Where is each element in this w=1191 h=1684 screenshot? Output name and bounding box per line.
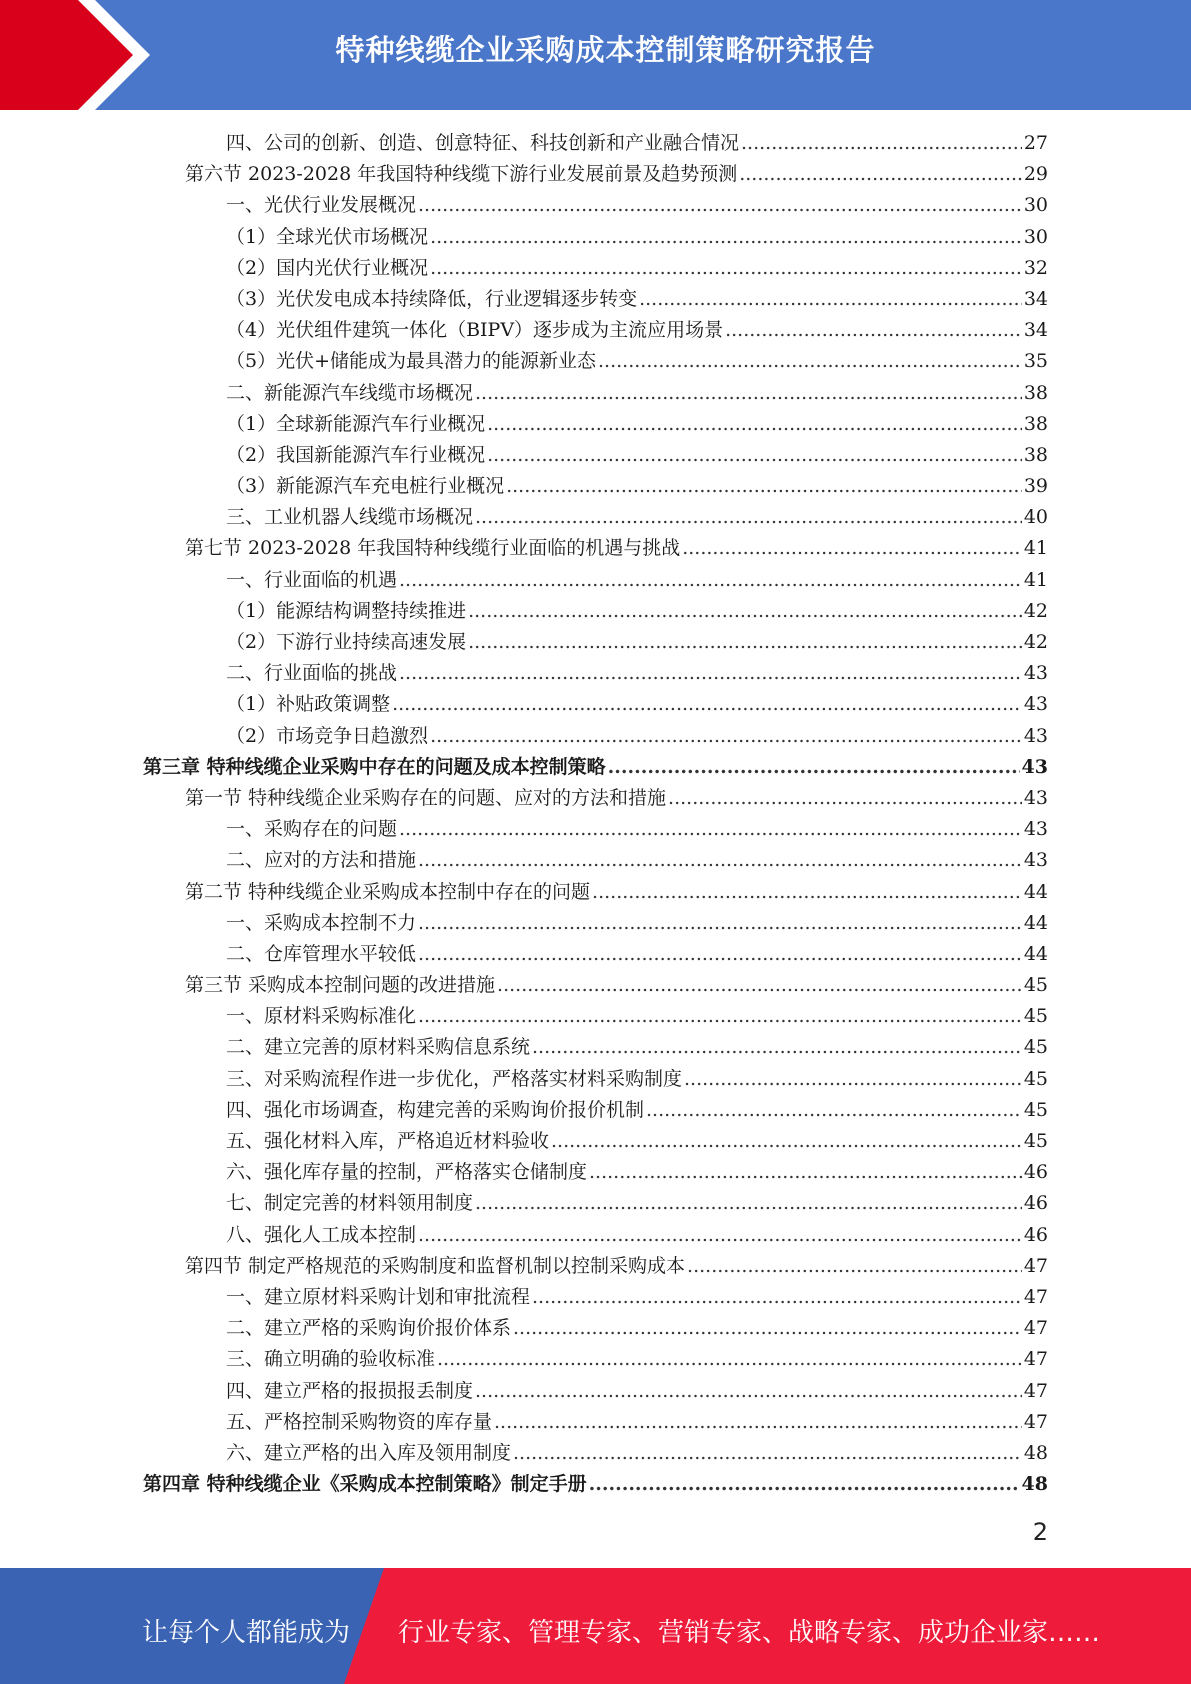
toc-entry[interactable] bbox=[0, 752, 1191, 783]
toc-entry-page-number: 43 bbox=[1023, 849, 1048, 872]
toc-entry[interactable] bbox=[0, 378, 1191, 409]
toc-entry[interactable] bbox=[0, 721, 1191, 752]
toc-entry-title: （2）国内光伏行业概况 bbox=[226, 256, 429, 279]
toc-entry[interactable] bbox=[0, 970, 1191, 1001]
toc-entry-page-number: 29 bbox=[1023, 163, 1048, 186]
toc-entry[interactable] bbox=[0, 1438, 1191, 1469]
toc-leader-dots bbox=[668, 783, 1022, 814]
toc-entry-title: 二、仓库管理水平较低 bbox=[226, 942, 417, 965]
toc-leader-dots bbox=[418, 908, 1022, 939]
toc-leader-dots bbox=[497, 970, 1022, 1001]
toc-leader-dots bbox=[487, 440, 1022, 471]
toc-entry-page-number: 41 bbox=[1023, 568, 1048, 591]
toc-leader-dots bbox=[551, 1126, 1022, 1157]
toc-leader-dots bbox=[725, 315, 1022, 346]
toc-entry-page-number: 38 bbox=[1023, 412, 1048, 435]
toc-entry[interactable] bbox=[0, 471, 1191, 502]
toc-entry[interactable] bbox=[0, 1407, 1191, 1438]
toc-entry-title: （5）光伏+储能成为最具潜力的能源新业态 bbox=[226, 350, 597, 373]
toc-entry-page-number: 46 bbox=[1023, 1192, 1048, 1215]
toc-entry-page-number: 45 bbox=[1023, 1036, 1048, 1059]
toc-entry-title: 七、制定完善的材料领用制度 bbox=[226, 1192, 474, 1215]
toc-entry[interactable] bbox=[0, 1344, 1191, 1375]
toc-entry-page-number: 48 bbox=[1021, 1473, 1048, 1496]
toc-leader-dots bbox=[430, 721, 1022, 752]
toc-entry-title: 第三章 特种线缆企业采购中存在的问题及成本控制策略 bbox=[143, 755, 606, 778]
toc-entry-title: （1）补贴政策调整 bbox=[226, 693, 391, 716]
toc-entry[interactable] bbox=[0, 1282, 1191, 1313]
toc-entry[interactable] bbox=[0, 253, 1191, 284]
toc-entry-title: 六、建立严格的出入库及领用制度 bbox=[226, 1441, 512, 1464]
toc-entry-title: 五、强化材料入库，严格追近材料验收 bbox=[226, 1130, 550, 1152]
toc-leader-dots bbox=[739, 159, 1022, 190]
toc-entry-title: 三、确立明确的验收标准 bbox=[226, 1348, 436, 1371]
toc-entry-page-number: 39 bbox=[1023, 475, 1048, 498]
toc-entry-page-number: 45 bbox=[1023, 1098, 1048, 1121]
toc-entry[interactable] bbox=[0, 939, 1191, 970]
toc-entry[interactable] bbox=[0, 159, 1191, 190]
toc-entry-title: （2）市场竞争日趋激烈 bbox=[226, 724, 429, 747]
toc-entry[interactable] bbox=[0, 1095, 1191, 1126]
toc-entry-title: 四、强化市场调查，构建完善的采购询价报价机制 bbox=[226, 1098, 645, 1121]
toc-entry[interactable] bbox=[0, 1032, 1191, 1063]
page-header bbox=[0, 0, 1191, 110]
toc-entry-page-number: 44 bbox=[1023, 911, 1048, 934]
toc-entry-page-number: 34 bbox=[1023, 287, 1048, 310]
toc-entry-title: 二、应对的方法和措施 bbox=[226, 849, 417, 872]
toc-entry[interactable] bbox=[0, 1469, 1191, 1500]
toc-leader-dots bbox=[589, 1157, 1022, 1188]
toc-entry-title: 第四章 特种线缆企业《采购成本控制策略》制定手册 bbox=[143, 1473, 587, 1496]
toc-leader-dots bbox=[468, 596, 1022, 627]
toc-entry[interactable] bbox=[0, 1001, 1191, 1032]
toc-entry-title: 二、建立完善的原材料采购信息系统 bbox=[226, 1036, 531, 1059]
toc-entry-title: 六、强化库存量的控制，严格落实仓储制度 bbox=[226, 1161, 588, 1184]
toc-entry-title: （1）全球光伏市场概况 bbox=[226, 225, 429, 248]
toc-leader-dots bbox=[741, 128, 1022, 159]
toc-entry-page-number: 44 bbox=[1023, 942, 1048, 965]
footer-slogan-right: 行业专家、管理专家、营销专家、战略专家、成功企业家…… bbox=[398, 1618, 1101, 1648]
toc-entry-page-number: 48 bbox=[1023, 1441, 1048, 1464]
toc-entry-title: （1）全球新能源汽车行业概况 bbox=[226, 412, 486, 435]
toc-entry[interactable] bbox=[0, 1188, 1191, 1219]
toc-entry[interactable] bbox=[0, 1126, 1191, 1157]
toc-entry-title: 二、行业面临的挑战 bbox=[226, 662, 398, 685]
table-of-contents bbox=[0, 128, 1191, 1500]
toc-leader-dots bbox=[468, 627, 1022, 658]
toc-entry[interactable] bbox=[0, 658, 1191, 689]
toc-entry-page-number: 43 bbox=[1023, 786, 1048, 809]
toc-entry-title: （1）能源结构调整持续推进 bbox=[226, 599, 467, 622]
toc-entry-page-number: 43 bbox=[1023, 724, 1048, 747]
toc-entry-page-number: 40 bbox=[1023, 506, 1048, 529]
toc-entry[interactable] bbox=[0, 1157, 1191, 1188]
toc-leader-dots bbox=[608, 752, 1020, 783]
toc-entry-page-number: 45 bbox=[1023, 1067, 1048, 1090]
toc-entry-page-number: 45 bbox=[1023, 1130, 1048, 1152]
toc-entry-title: 一、采购成本控制不力 bbox=[226, 911, 417, 934]
toc-entry-title: 三、工业机器人线缆市场概况 bbox=[226, 506, 474, 529]
toc-entry[interactable] bbox=[0, 284, 1191, 315]
toc-entry[interactable] bbox=[0, 128, 1191, 159]
toc-leader-dots bbox=[418, 1001, 1022, 1032]
toc-entry-title: 一、采购存在的问题 bbox=[226, 818, 398, 841]
toc-entry-title: （2）下游行业持续高速发展 bbox=[226, 631, 467, 653]
toc-leader-dots bbox=[506, 471, 1022, 502]
toc-entry-title: 一、行业面临的机遇 bbox=[226, 568, 398, 591]
toc-entry-page-number: 32 bbox=[1023, 256, 1048, 279]
toc-entry-title: 五、严格控制采购物资的库存量 bbox=[226, 1410, 493, 1433]
toc-entry-title: 第三节 采购成本控制问题的改进措施 bbox=[185, 974, 496, 997]
toc-entry-page-number: 46 bbox=[1023, 1223, 1048, 1246]
toc-leader-dots bbox=[475, 378, 1022, 409]
toc-entry-page-number: 47 bbox=[1023, 1379, 1048, 1402]
toc-entry-title: 八、强化人工成本控制 bbox=[226, 1223, 417, 1246]
toc-leader-dots bbox=[598, 346, 1022, 377]
toc-leader-dots bbox=[475, 1376, 1022, 1407]
toc-entry-page-number: 35 bbox=[1023, 350, 1048, 373]
toc-entry[interactable] bbox=[0, 315, 1191, 346]
toc-leader-dots bbox=[684, 1064, 1022, 1095]
toc-entry[interactable] bbox=[0, 877, 1191, 908]
toc-entry-page-number: 30 bbox=[1023, 194, 1048, 217]
toc-entry-title: 四、公司的创新、创造、创意特征、科技创新和产业融合情况 bbox=[226, 132, 740, 154]
toc-entry[interactable] bbox=[0, 533, 1191, 564]
toc-entry-title: 第四节 制定严格规范的采购制度和监督机制以控制采购成本 bbox=[185, 1254, 686, 1277]
toc-entry-title: 四、建立严格的报损报丢制度 bbox=[226, 1379, 474, 1402]
toc-entry-page-number: 38 bbox=[1023, 443, 1048, 466]
toc-leader-dots bbox=[399, 814, 1022, 845]
toc-entry[interactable] bbox=[0, 596, 1191, 627]
toc-entry-title: 第一节 特种线缆企业采购存在的问题、应对的方法和措施 bbox=[185, 786, 667, 809]
toc-entry[interactable] bbox=[0, 1313, 1191, 1344]
page-footer bbox=[0, 1568, 1191, 1684]
toc-entry[interactable] bbox=[0, 190, 1191, 221]
toc-leader-dots bbox=[430, 253, 1022, 284]
toc-entry-page-number: 34 bbox=[1023, 319, 1048, 342]
toc-entry[interactable] bbox=[0, 627, 1191, 658]
toc-entry[interactable] bbox=[0, 908, 1191, 939]
toc-entry-page-number: 43 bbox=[1023, 693, 1048, 716]
toc-leader-dots bbox=[592, 877, 1022, 908]
toc-entry[interactable] bbox=[0, 814, 1191, 845]
toc-entry-page-number: 47 bbox=[1023, 1285, 1048, 1308]
toc-entry[interactable] bbox=[0, 1376, 1191, 1407]
toc-entry-title: 一、建立原材料采购计划和审批流程 bbox=[226, 1285, 531, 1308]
toc-entry-page-number: 45 bbox=[1023, 974, 1048, 997]
toc-entry-title: （3）新能源汽车充电桩行业概况 bbox=[226, 475, 505, 498]
toc-entry-page-number: 41 bbox=[1023, 537, 1048, 560]
toc-entry[interactable] bbox=[0, 409, 1191, 440]
toc-entry-page-number: 27 bbox=[1023, 132, 1048, 154]
toc-entry-page-number: 46 bbox=[1023, 1161, 1048, 1184]
toc-entry[interactable] bbox=[0, 440, 1191, 471]
toc-leader-dots bbox=[589, 1469, 1020, 1500]
toc-leader-dots bbox=[532, 1032, 1022, 1063]
toc-entry-title: （3）光伏发电成本持续降低，行业逻辑逐步转变 bbox=[226, 287, 638, 310]
toc-leader-dots bbox=[418, 939, 1022, 970]
toc-leader-dots bbox=[475, 502, 1022, 533]
toc-entry-title: 第六节 2023-2028 年我国特种线缆下游行业发展前景及趋势预测 bbox=[185, 163, 738, 186]
toc-entry-page-number: 47 bbox=[1023, 1317, 1048, 1340]
toc-entry-page-number: 42 bbox=[1023, 599, 1048, 622]
toc-leader-dots bbox=[682, 533, 1022, 564]
toc-leader-dots bbox=[646, 1095, 1022, 1126]
toc-entry[interactable] bbox=[0, 689, 1191, 720]
toc-entry-page-number: 45 bbox=[1023, 1005, 1048, 1028]
toc-entry[interactable] bbox=[0, 222, 1191, 253]
toc-entry-page-number: 30 bbox=[1023, 225, 1048, 248]
toc-entry[interactable] bbox=[0, 502, 1191, 533]
toc-entry[interactable] bbox=[0, 1064, 1191, 1095]
toc-entry[interactable] bbox=[0, 1220, 1191, 1251]
toc-leader-dots bbox=[399, 565, 1022, 596]
toc-leader-dots bbox=[418, 845, 1022, 876]
toc-leader-dots bbox=[487, 409, 1022, 440]
toc-entry-title: （4）光伏组件建筑一体化（BIPV）逐步成为主流应用场景 bbox=[226, 319, 724, 342]
toc-entry-page-number: 44 bbox=[1023, 880, 1048, 903]
toc-entry-title: 一、光伏行业发展概况 bbox=[226, 194, 417, 217]
toc-entry-title: 三、对采购流程作进一步优化，严格落实材料采购制度 bbox=[226, 1067, 683, 1090]
toc-entry-page-number: 43 bbox=[1021, 755, 1048, 778]
toc-leader-dots bbox=[494, 1407, 1022, 1438]
toc-entry-page-number: 42 bbox=[1023, 631, 1048, 653]
toc-leader-dots bbox=[430, 222, 1022, 253]
toc-leader-dots bbox=[687, 1251, 1022, 1282]
toc-leader-dots bbox=[392, 689, 1022, 720]
report-title: 特种线缆企业采购成本控制策略研究报告 bbox=[335, 33, 876, 67]
toc-entry[interactable] bbox=[0, 845, 1191, 876]
toc-entry-page-number: 43 bbox=[1023, 818, 1048, 841]
page-number: 2 bbox=[1032, 1518, 1048, 1546]
toc-entry-title: 第七节 2023-2028 年我国特种线缆行业面临的机遇与挑战 bbox=[185, 537, 681, 560]
toc-leader-dots bbox=[437, 1344, 1022, 1375]
toc-leader-dots bbox=[532, 1282, 1022, 1313]
footer-slogan-left: 让每个人都能成为 bbox=[142, 1618, 351, 1648]
toc-entry-page-number: 38 bbox=[1023, 381, 1048, 404]
toc-entry-page-number: 47 bbox=[1023, 1254, 1048, 1277]
toc-entry-title: （2）我国新能源汽车行业概况 bbox=[226, 443, 486, 466]
toc-entry-title: 第二节 特种线缆企业采购成本控制中存在的问题 bbox=[185, 880, 591, 903]
toc-leader-dots bbox=[513, 1438, 1022, 1469]
toc-leader-dots bbox=[639, 284, 1022, 315]
toc-entry-page-number: 43 bbox=[1023, 662, 1048, 685]
toc-leader-dots bbox=[475, 1188, 1022, 1219]
toc-leader-dots bbox=[399, 658, 1022, 689]
toc-entry[interactable] bbox=[0, 346, 1191, 377]
toc-leader-dots bbox=[418, 190, 1022, 221]
toc-leader-dots bbox=[418, 1220, 1022, 1251]
toc-entry-title: 二、新能源汽车线缆市场概况 bbox=[226, 381, 474, 404]
toc-leader-dots bbox=[513, 1313, 1022, 1344]
toc-entry[interactable] bbox=[0, 565, 1191, 596]
toc-entry[interactable] bbox=[0, 1251, 1191, 1282]
toc-entry-page-number: 47 bbox=[1023, 1410, 1048, 1433]
toc-entry-title: 二、建立严格的采购询价报价体系 bbox=[226, 1317, 512, 1340]
toc-entry[interactable] bbox=[0, 783, 1191, 814]
toc-entry-title: 一、原材料采购标准化 bbox=[226, 1005, 417, 1028]
toc-entry-page-number: 47 bbox=[1023, 1348, 1048, 1371]
